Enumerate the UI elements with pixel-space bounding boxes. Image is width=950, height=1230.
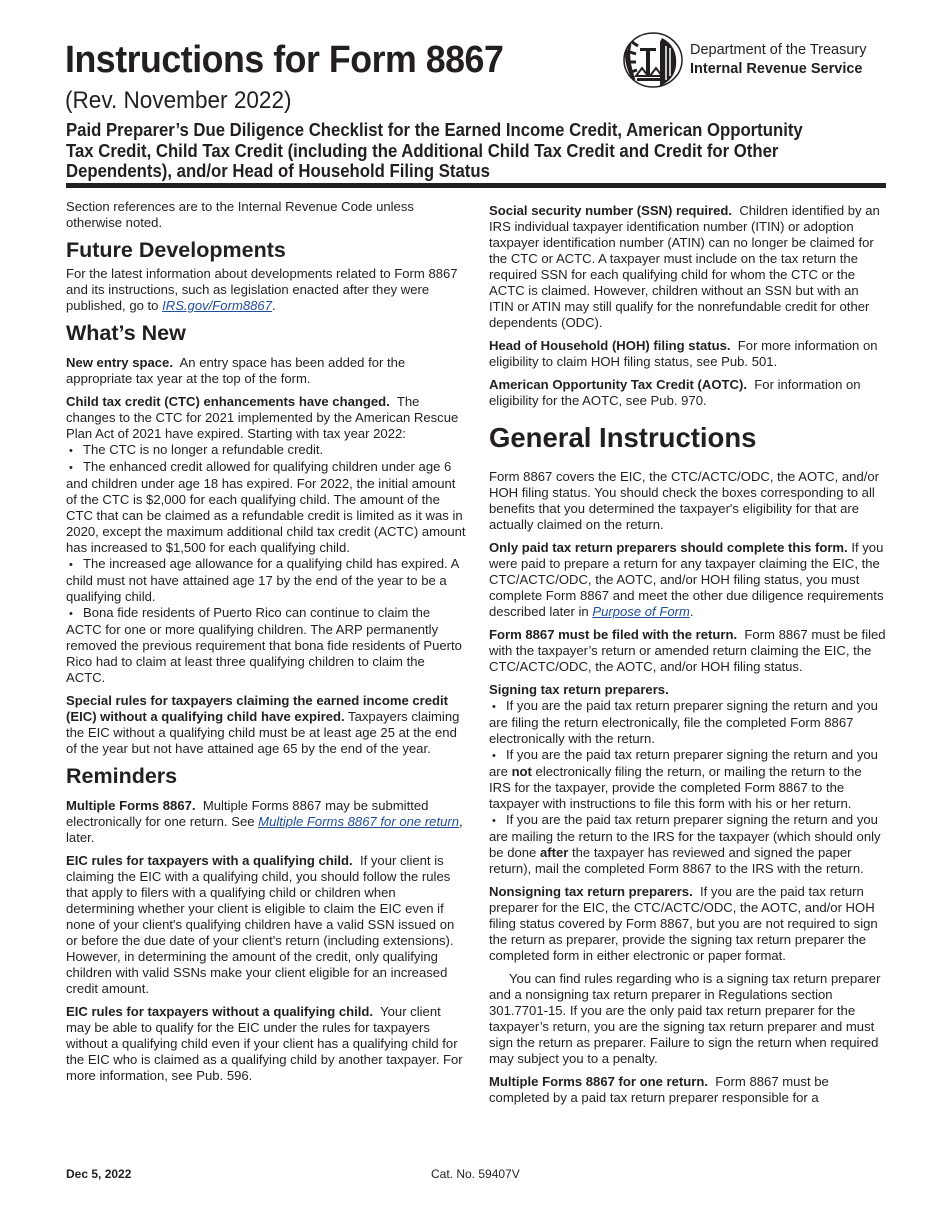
must-be-filed-para: Form 8867 must be filed with the return. Form 8867 must be filed with the taxpayer’s return or amended return claiming the EIC, the CTC/ACTC/ODC, the AOTC, and/or HOH filing status. <box>489 627 886 674</box>
multiple-forms-para: Multiple Forms 8867. Multiple Forms 8867 may be submitted electronically for one return. See Multiple Forms 8867 for one return, later. <box>66 798 463 845</box>
multiple-forms-link[interactable]: Multiple Forms 8867 for one return <box>258 814 460 829</box>
revision-date: (Rev. November 2022) <box>65 87 292 114</box>
left-column <box>66 199 466 1091</box>
heading-whats-new: What’s New <box>66 321 186 345</box>
ctc-bullet: • The CTC is no longer a refundable credit. <box>66 442 466 459</box>
ctc-enhancements-para: Child tax credit (CTC) enhancements have changed. The changes to the CTC for 2021 implemented by the American Rescue Plan Act of 2021 have expired. Starting with tax year 2022: <box>66 394 459 441</box>
intro-text: Section references are to the Internal Revenue Code unless otherwise noted. <box>66 199 414 230</box>
eic-without-child-para: EIC rules for taxpayers without a qualifying child. Your client may be able to qualify for the EIC under the rules for taxpayers without a qualifying child even if your client has a qualifying child for the EIC who is claimed as a qualifying child by another taxpayer. For more information, see Pub. 596. <box>66 1004 463 1083</box>
new-entry-space-para: New entry space. An entry space has been added for the appropriate tax year at the top of the form. <box>66 355 406 386</box>
nonsigning-preparers-para: Nonsigning tax return preparers. If you are the paid tax return preparer for the EIC, the CTC/ACTC/ODC, the AOTC, and/or HOH filing status covered by Form 8867, but you are not required to sign the return as preparer, provide the signing tax return preparer the completed form in either electronic or paper format. <box>489 884 878 963</box>
regulations-para: You can find rules regarding who is a signing tax return preparer and a nonsigning tax return preparer in Regulations section 301.7701-15. If you are the only paid tax return preparer for the taxpayer’s return, you are the signing tax return preparer and must sign the return as preparer. Failure to sign the return when required may subject you to a penalty. <box>489 971 881 1066</box>
eic-with-child-para: EIC rules for taxpayers with a qualifying child. If your client is claiming the EIC with a qualifying child, you should follow the rules that apply to filers with a qualifying child or children when determining whether your client is eligible to claim the EIC even if none of your client's qualifying children have a valid SSN issued on or before the due date of your client's return (including extensions). However, in determining the amount of the credit, only qualifying children with valid SSNs make your client eligible for an increased credit amount. <box>66 853 455 996</box>
signing-bullet: • If you are the paid tax return preparer signing the return and you are not electronically filing the return, or mailing the return to the IRS for the taxpayer, provide the completed Form 8867 to the taxpayer with instructions to file this form with his or her return. <box>489 747 887 812</box>
signing-bullet: • If you are the paid tax return preparer signing the return and you are mailing the return to the IRS for the taxpayer (which should only be done after the taxpayer has reviewed and signed the paper return), mail the completed Form 8867 to the IRS with the return. <box>489 812 887 877</box>
irs-eagle-logo-icon <box>622 32 684 88</box>
signing-preparers-heading: Signing tax return preparers. <box>489 682 669 697</box>
only-paid-preparers-para: Only paid tax return preparers should complete this form. If you were paid to prepare a return for any taxpayer claiming the EIC, the CTC/ACTC/ODC, the AOTC, and/or HOH filing status, you must complete Form 8867 and meet the other due diligence requirements described later in Purpose of Form. <box>489 540 884 619</box>
general-instructions-text: Form 8867 covers the EIC, the CTC/ACTC/ODC, the AOTC, and/or HOH filing status. You should check the boxes corresponding to all benefits that you determined the taxpayer's eligibility for that are actually claimed on the return. <box>489 469 880 532</box>
catalog-number: Cat. No. 59407V <box>431 1167 520 1181</box>
header-divider <box>66 183 886 188</box>
ctc-bullet: • The enhanced credit allowed for qualifying children under age 6 and children under age 18 has expired. For 2022, the initial amount of the CTC is $2,000 for each qualifying child. The amount of the CTC that can be claimed as a refundable credit is limited as it was in 2020, except the maximum additional child tax credit (ACTC) amount has increased to $1,500 for each qualifying child. <box>66 459 466 556</box>
footer-date: Dec 5, 2022 <box>66 1167 132 1181</box>
heading-reminders: Reminders <box>66 764 178 788</box>
irs-label: Internal Revenue Service <box>690 61 863 77</box>
heading-future-developments: Future Developments <box>66 238 286 262</box>
purpose-of-form-link[interactable]: Purpose of Form <box>592 604 690 619</box>
ssn-required-para: Social security number (SSN) required. Children identified by an IRS individual taxpayer identification number (ITIN) or adoption taxpayer identification number (ATIN) can no longer be claimed for the CTC or ACTC. A taxpayer must include on the tax return the required SSN for each qualifying child for whom the CTC or the ACTC is claimed. However, children without an SSN but with an ITIN or ATIN may still qualify for the nonrefundable credit for other dependents (ODC). <box>489 203 880 330</box>
ctc-bullet: • Bona fide residents of Puerto Rico can continue to claim the ACTC for one or more qualifying children. The ARP permanently removed the previous requirement that bona fide residents of Puerto Rico had to claim at least three qualifying children to claim the ACTC. <box>66 605 466 686</box>
department-label: Department of the Treasury <box>690 42 867 58</box>
irs-gov-form8867-link[interactable]: IRS.gov/Form8867 <box>162 298 272 313</box>
heading-general-instructions: General Instructions <box>489 422 757 453</box>
ctc-bullet: • The increased age allowance for a qualifying child has expired. A child must not have attained age 17 by the end of the year to be a qualifying child. <box>66 556 466 605</box>
agency-name <box>690 41 867 79</box>
multiple-forms-one-return-para: Multiple Forms 8867 for one return. Form 8867 must be completed by a paid tax return preparer responsible for a <box>489 1074 829 1105</box>
signing-bullet: • If you are the paid tax return preparer signing the return and you are filing the return electronically, file the completed Form 8867 electronically with the return. <box>489 698 887 747</box>
aotc-para: American Opportunity Tax Credit (AOTC). For information on eligibility for the AOTC, see Pub. 970. <box>489 377 861 408</box>
right-column <box>489 203 887 1113</box>
future-developments-text: For the latest information about developments related to Form 8867 and its instructions, such as legislation enacted after they were published, go to IRS.gov/Form8867. <box>66 266 458 313</box>
agency-block <box>622 32 867 88</box>
eic-special-rules-para: Special rules for taxpayers claiming the earned income credit (EIC) without a qualifying child have expired. Taxpayers claiming the EIC without a qualifying child must be at least age 25 at the end of the year but not have attained age 65 by the end of the year. <box>66 693 460 756</box>
hoh-para: Head of Household (HOH) filing status. For more information on eligibility to claim HOH filing status, see Pub. 501. <box>489 338 878 369</box>
form-subtitle: Paid Preparer’s Due Diligence Checklist for the Earned Income Credit, American Opportunity Tax Credit, Child Tax Credit (including the Additional Child Tax Credit and Credit for Other Dependents), and/or Head of Household Filing Status <box>66 120 803 181</box>
page-title: Instructions for Form 8867 <box>65 39 504 81</box>
